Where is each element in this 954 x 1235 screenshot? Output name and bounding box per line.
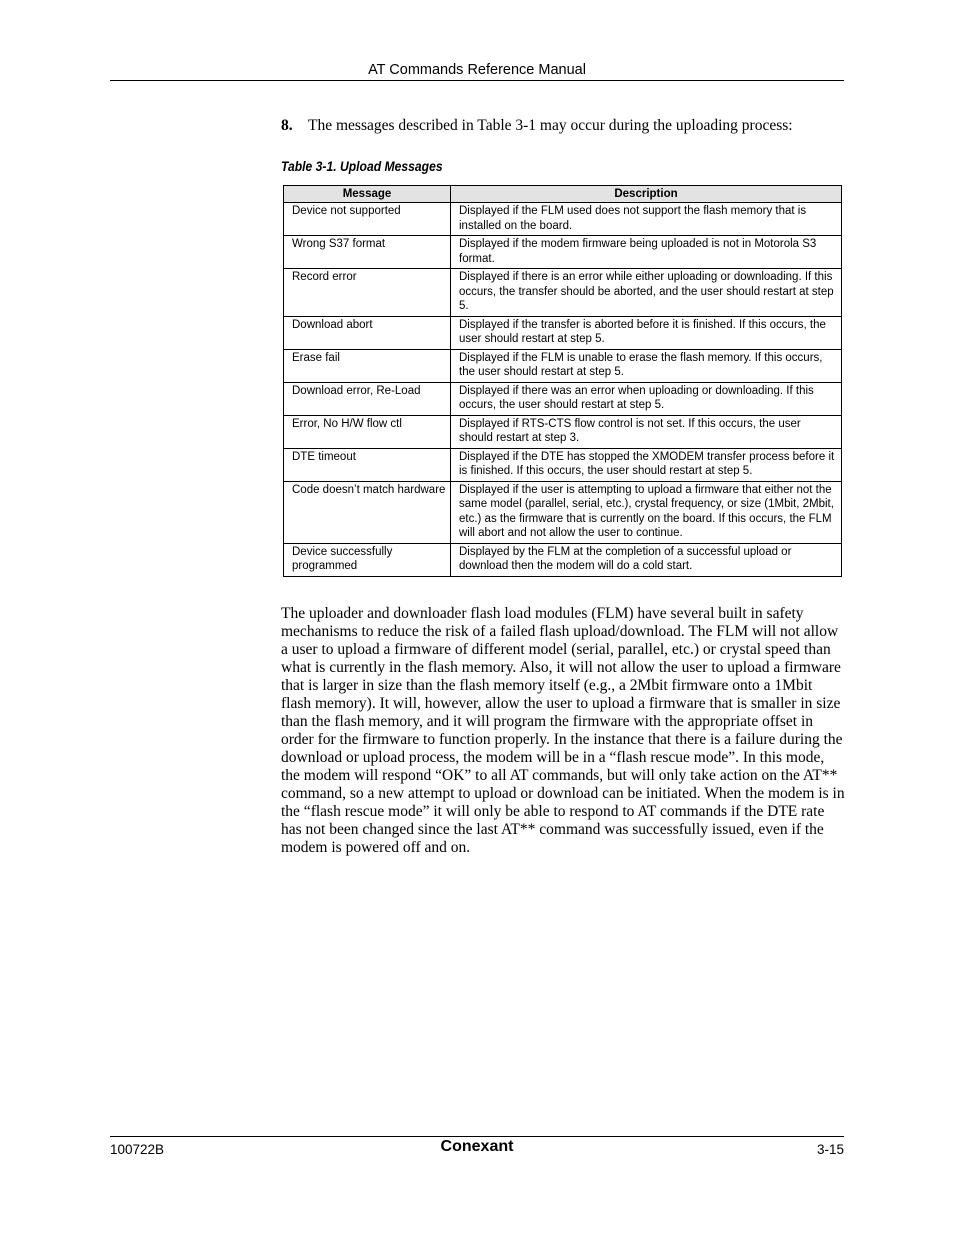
description-cell: Displayed if RTS-CTS flow control is not set. If this occurs, the user should restart at step 3. <box>451 415 842 448</box>
table-row <box>284 349 842 382</box>
message-cell: Code doesn’t match hardware <box>284 481 451 543</box>
table-row <box>284 415 842 448</box>
table-row <box>284 236 842 269</box>
description-cell: Displayed if the FLM is unable to erase the flash memory. If this occurs, the user should restart at step 5. <box>451 349 842 382</box>
header-rule <box>110 80 844 81</box>
table-header-row <box>284 186 842 203</box>
description-cell: Displayed by the FLM at the completion of a successful upload or download then the modem will do a cold start. <box>451 543 842 576</box>
message-cell: DTE timeout <box>284 448 451 481</box>
table-row <box>284 382 842 415</box>
description-cell: Displayed if there was an error when uploading or downloading. If this occurs, the user should restart at step 5. <box>451 382 842 415</box>
message-cell: Download abort <box>284 316 451 349</box>
column-header-description: Description <box>451 186 842 203</box>
table-row <box>284 269 842 317</box>
document-number: 100722B <box>110 1142 165 1157</box>
step-number: 8. <box>281 117 293 134</box>
safety-mechanisms-paragraph: The uploader and downloader flash load modules (FLM) have several built in safety mechanisms to reduce the risk of a failed flash upload/download. The FLM will not allow a user to upload a firmware of different model (serial, parallel, etc.) or crystal speed than what is currently in the flash memory. Also, it will not allow the user to upload a firmware that is larger in size than the flash memory itself (e.g., a 2Mbit firmware onto a 1Mbit flash memory). It will, however, allow the user to upload a firmware that is smaller in size than the flash memory, and it will program the firmware with the appropriate offset in order for the firmware to function properly. In the instance that there is a failure during the download or upload process, the modem will be in a “flash rescue mode”. In this mode, the modem will respond “OK” to all AT commands, but will only take action on the AT** command, so a new attempt to upload or download can be initiated. When the modem is in the “flash rescue mode” it will only be able to respond to AT commands if the DTE rate has not been changed since the last AT** command was successfully issued, even if the modem is powered off and on. <box>281 605 845 856</box>
description-cell: Displayed if the DTE has stopped the XMODEM transfer process before it is finished. If this occurs, the user should restart at step 5. <box>451 448 842 481</box>
company-name: Conexant <box>440 1138 514 1155</box>
table-row <box>284 316 842 349</box>
step-text: The messages described in Table 3-1 may occur during the uploading process: <box>308 117 793 134</box>
description-cell: Displayed if the user is attempting to upload a firmware that either not the same model (parallel, serial, etc.), crystal frequency, or size (1Mbit, 2Mbit, etc.) as the firmware that is currently on the board. If this occurs, the FLM will abort and not allow the user to continue. <box>451 481 842 543</box>
upload-messages-table <box>283 185 842 577</box>
step-8 <box>281 116 846 135</box>
message-cell: Error, No H/W flow ctl <box>284 415 451 448</box>
message-cell: Device not supported <box>284 203 451 236</box>
message-cell: Download error, Re-Load <box>284 382 451 415</box>
table-row <box>284 203 842 236</box>
table-row <box>284 448 842 481</box>
table-row <box>284 481 842 543</box>
message-cell: Erase fail <box>284 349 451 382</box>
description-cell: Displayed if the transfer is aborted before it is finished. If this occurs, the user should restart at step 5. <box>451 316 842 349</box>
message-cell: Record error <box>284 269 451 317</box>
page-number: 3-15 <box>816 1142 844 1157</box>
description-cell: Displayed if the modem firmware being uploaded is not in Motorola S3 format. <box>451 236 842 269</box>
column-header-message: Message <box>284 186 451 203</box>
table-caption: Table 3-1. Upload Messages <box>281 159 443 174</box>
description-cell: Displayed if the FLM used does not support the flash memory that is installed on the board. <box>451 203 842 236</box>
message-cell: Device successfully programmed <box>284 543 451 576</box>
running-header: AT Commands Reference Manual <box>368 62 586 78</box>
description-cell: Displayed if there is an error while either uploading or downloading. If this occurs, the transfer should be aborted, and the user should restart at step 5. <box>451 269 842 317</box>
message-cell: Wrong S37 format <box>284 236 451 269</box>
table-row <box>284 543 842 576</box>
